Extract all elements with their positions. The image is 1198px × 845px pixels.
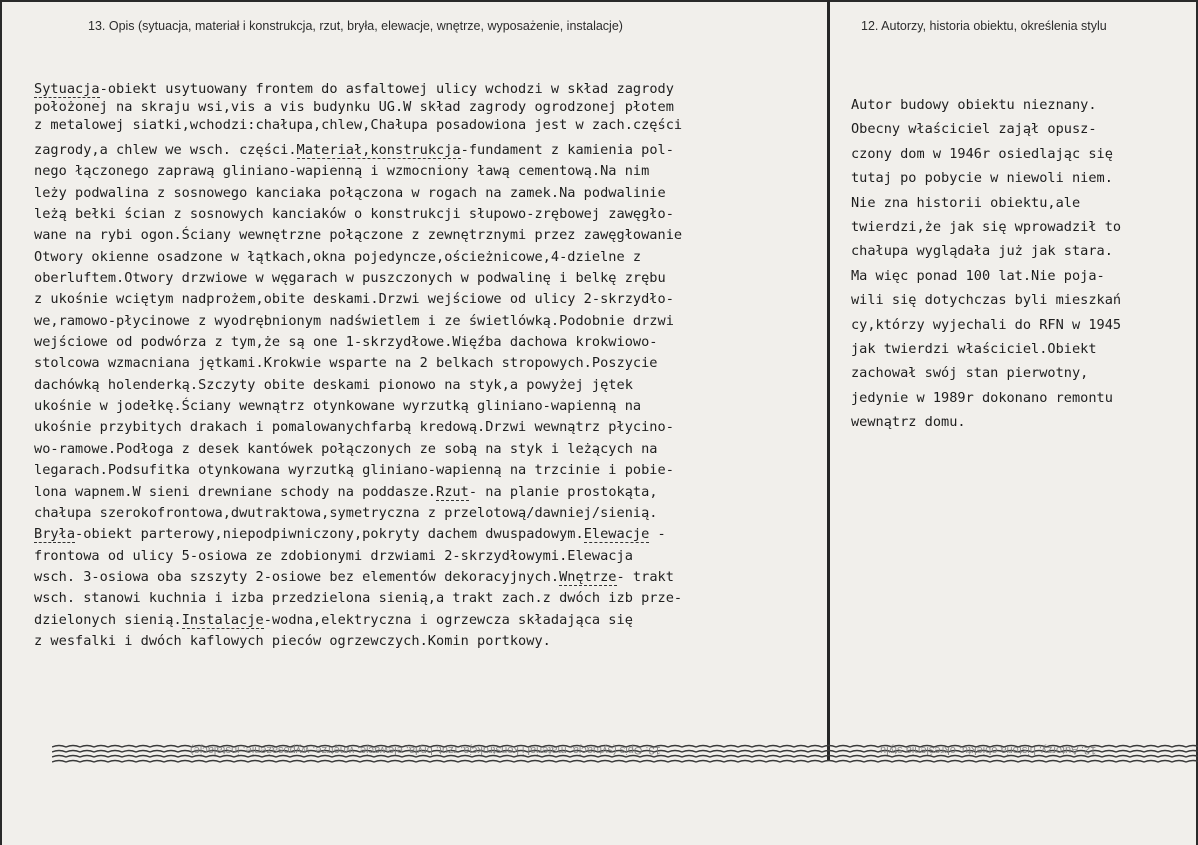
description-line: [34, 503, 840, 524]
section-keyword: Sytuacja: [34, 81, 100, 97]
description-line: [34, 631, 840, 652]
history-line: chałupa wyglądała już jak stara.: [851, 243, 1113, 260]
line-text: lona wapnem.W sieni drewniane schody na poddasze.: [34, 483, 437, 500]
description-line: [34, 417, 840, 438]
history-line: Ma więc ponad 100 lat.Nie poja-: [851, 267, 1105, 284]
line-text: dzielonych sienią.: [34, 611, 182, 628]
line-text: wsch. 3-osiowa oba szszyty 2-osiowe bez elementów dekoracyjnych.: [34, 568, 560, 585]
history-line: zachował swój stan pierwotny,: [851, 365, 1089, 382]
history-line: tutaj po pobycie w niewoli niem.: [851, 170, 1113, 187]
description-line: [34, 204, 840, 225]
line-text: zagrody,a chlew we wsch. części.: [34, 142, 297, 158]
description-line: [34, 588, 840, 609]
line-text: dachówką holenderką.Szczyty obite deskami pionowo na styk,a powyżej jętek: [34, 376, 633, 393]
description-line: [34, 396, 840, 417]
description-line: [34, 439, 840, 460]
history-line: Obecny właściciel zajął opusz-: [851, 121, 1097, 138]
page-border-left: [0, 0, 2, 845]
line-text: Otwory okienne osadzone w łątkach,okna pojedyncze,ościeżnicowe,4-dzielne z: [34, 248, 642, 265]
description-line: [34, 247, 840, 268]
description-line: [34, 332, 840, 353]
history-line: twierdzi,że jak się wprowadził to: [851, 218, 1122, 235]
line-text: -wodna,elektryczna i ogrzewcza składająca się: [263, 611, 633, 628]
description-line: [34, 546, 840, 567]
history-line: jak twierdzi właściciel.Obiekt: [851, 340, 1097, 357]
line-text: ukośnie przybitych drakach i pomalowanychfarbą kredową.Drzwi wewnątrz płycino-: [34, 419, 674, 436]
history-line: Nie zna historii obiektu,ale: [851, 194, 1081, 211]
line-text: - na planie prostokąta,: [468, 483, 658, 500]
line-text: stolcowa wzmacniana jętkami.Krokwie wsparte na 2 belkach stropowych.Poszycie: [34, 355, 658, 372]
description-line: [34, 140, 840, 161]
line-text: wo-ramowe.Podłoga z desek kantówek połączonych ze sobą na styk i leżących na: [34, 440, 658, 457]
section-keyword: Bryła: [34, 526, 76, 543]
line-text: z metalowej siatki,wchodzi:chałupa,chlew,Chałupa posadowiona jest w zach.części: [34, 117, 683, 133]
description-line: [34, 161, 840, 182]
section-keyword: Instalacje: [181, 611, 264, 628]
description-line: [34, 183, 840, 204]
history-line: jedynie w 1989r dokonano remontu: [851, 389, 1113, 406]
mirrored-footer-left: 13. Opis (sytuacja, materiał i konstrukcja, rzut, bryła, elewacje, wnętrze, wyposażenie, instalacje): [190, 744, 661, 756]
history-line: wili się dotychczas byli mieszkań: [851, 292, 1122, 309]
line-text: nego łączonego zaprawą gliniano-wapienną i wzmocniony ławą cementową.Na nim: [34, 163, 650, 180]
line-text: leżą bełki ścian z sosnowych kanciaków o konstrukcji słupowo-zrębowej zawęgło-: [34, 206, 674, 223]
line-text: legarach.Podsufitka otynkowana wyrzutką gliniano-wapienną na trzcinie i pobie-: [34, 462, 674, 479]
line-text: wsch. stanowi kuchnia i izba przedzielona sienią,a trakt zach.z dwóch izb prze-: [34, 590, 683, 607]
history-section-heading: 12. Autorzy, historia obiektu, określenia stylu: [861, 19, 1107, 33]
history-line: czony dom w 1946r osiedlając się: [851, 145, 1113, 162]
history-line: cy,którzy wyjechali do RFN w 1945: [851, 316, 1122, 333]
line-text: -obiekt parterowy,niepodpiwniczony,pokryty dachem dwuspadowym.: [75, 526, 584, 543]
description-line: [34, 289, 840, 310]
line-text: chałupa szerokofrontowa,dwutraktowa,symetryczna z przelotową/dawniej/sienią.: [34, 504, 658, 521]
line-text: oberluftem.Otwory drzwiowe w węgarach w puszczonych w podwalinę i belkę zrębu: [34, 270, 666, 287]
description-line: [34, 460, 840, 481]
description-text-block: [34, 80, 840, 652]
section-keyword: Materiał,konstrukcja: [296, 142, 461, 158]
description-section-heading: 13. Opis (sytuacja, materiał i konstrukcja, rzut, bryła, elewacje, wnętrze, wyposażenie, instalacje): [88, 19, 623, 33]
description-line: [34, 80, 840, 98]
description-line: [34, 225, 840, 246]
description-line: [34, 524, 840, 545]
history-text-block: [851, 93, 1191, 434]
line-text: we,ramowo-płycinowe z wyodrębnionym nadświetlem i ze świetlówką.Podobnie drzwi: [34, 312, 674, 329]
line-text: wane na rybi ogon.Ściany wewnętrzne połączone z zewnętrznymi przez zawęgłowanie: [34, 227, 683, 244]
history-line: wewnątrz domu.: [851, 414, 966, 431]
section-keyword: Rzut: [436, 483, 469, 500]
line-text: -fundament z kamienia pol-: [460, 142, 674, 158]
line-text: -: [649, 526, 666, 543]
line-text: wejściowe od podwórza z tym,że są one 1-skrzydłowe.Więźba dachowa krokwiowo-: [34, 334, 658, 351]
line-text: leży podwalina z sosnowego kanciaka połączona w rogach na zamek.Na podwalinie: [34, 184, 666, 201]
description-line: [34, 610, 840, 631]
line-text: ukośnie w jodełkę.Ściany wewnątrz otynkowane wyrzutką gliniano-wapienną na: [34, 398, 642, 415]
line-text: -obiekt usytuowany frontem do asfaltowej ulicy wchodzi w skład zagrody: [99, 81, 674, 97]
description-line: [34, 567, 840, 588]
description-line: [34, 268, 840, 289]
section-keyword: Elewacje: [583, 526, 650, 543]
description-line: [34, 98, 840, 116]
mirrored-footer-right: 12. Autorzy, historia obiektu, określenia stylu: [880, 744, 1097, 756]
page-border-top: [0, 0, 1198, 2]
description-line: [34, 353, 840, 374]
description-line: [34, 375, 840, 396]
history-line: Autor budowy obiektu nieznany.: [851, 97, 1097, 113]
line-text: - trakt: [616, 568, 674, 585]
section-keyword: Wnętrze: [559, 568, 617, 585]
description-line: [34, 311, 840, 332]
line-text: z ukośnie wciętym nadprożem,obite deskami.Drzwi wejściowe od ulicy 2-skrzydło-: [34, 291, 674, 308]
line-text: frontowa od ulicy 5-osiowa ze zdobionymi drzwiami 2-skrzydłowymi.Elewacja: [34, 547, 633, 564]
description-line: [34, 482, 840, 503]
description-line: [34, 116, 840, 134]
line-text: z wesfalki i dwóch kaflowych pieców ogrzewczych.Komin portkowy.: [34, 632, 551, 649]
line-text: położonej na skraju wsi,vis a vis budynku UG.W skład zagrody ogrodzonej płotem: [34, 99, 674, 115]
